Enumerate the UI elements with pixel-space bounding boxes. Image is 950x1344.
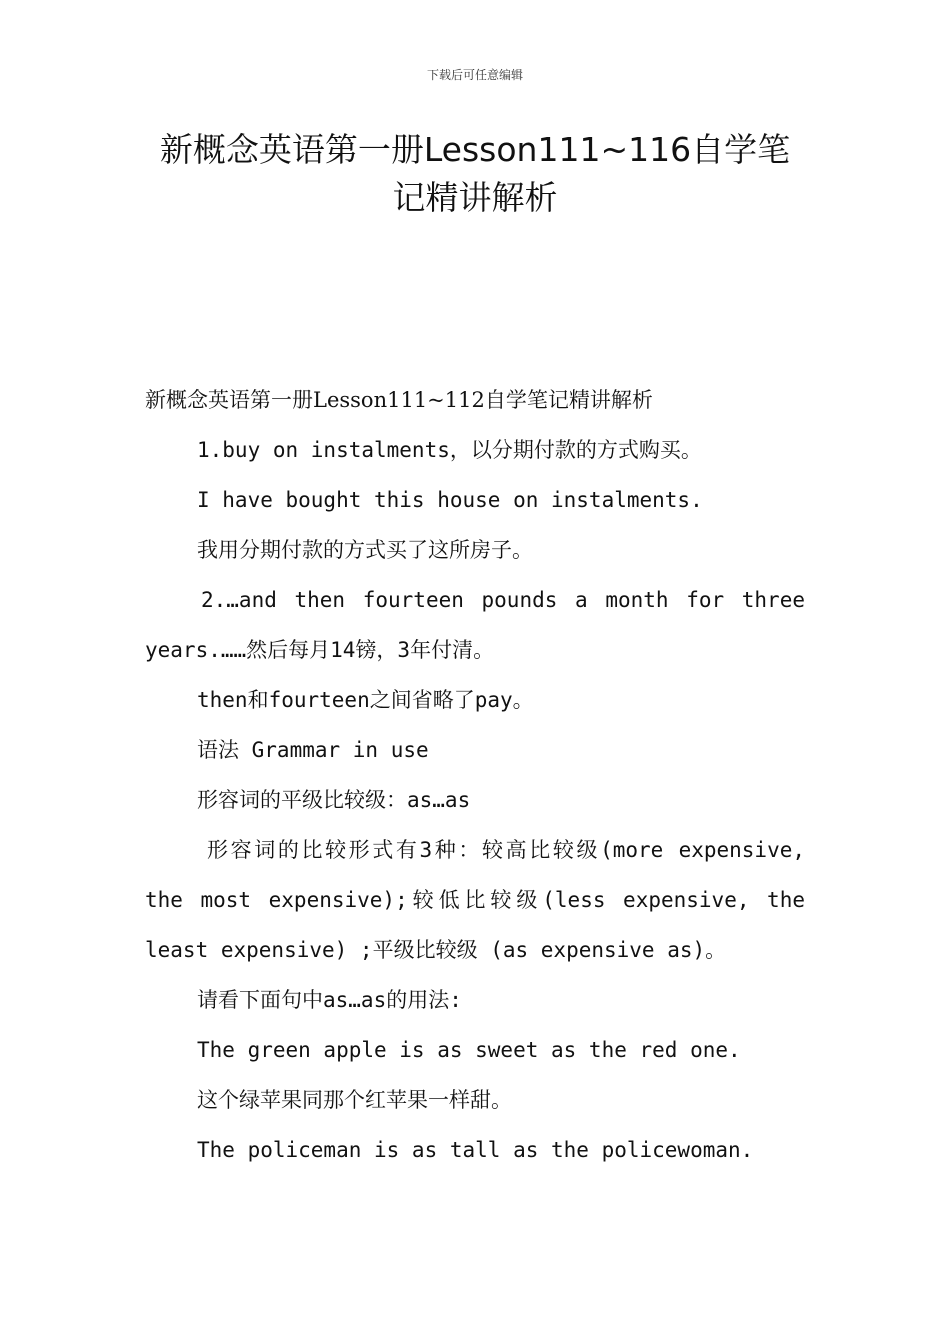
title-line-2: 记精讲解析 [392, 178, 558, 217]
section-heading: 新概念英语第一册Lesson111~112自学笔记精讲解析 [145, 388, 653, 412]
paragraph-4: 2.…and then fourteen pounds a month for three years.……然后每月14镑，3年付清。 [145, 588, 805, 662]
paragraph-9: 请看下面句中as…as的用法: [197, 988, 462, 1012]
header-note: 下载后可任意编辑 [426, 68, 523, 82]
paragraph-2: I have bought this house on instalments. [197, 488, 703, 512]
paragraph-7: 形容词的平级比较级：as…as [197, 788, 471, 812]
paragraph-12: The policeman is as tall as the policewoman. [197, 1138, 754, 1162]
paragraph-10: The green apple is as sweet as the red one. [197, 1038, 741, 1062]
paragraph-8: 形容词的比较形式有3种：较高比较级(more expensive, the most expensive);较低比较级(less expensive, the least expensive) ;平级比较级 (as expensive as)。 [145, 838, 805, 962]
paragraph-5: then和fourteen之间省略了pay。 [197, 688, 534, 712]
paragraph-11: 这个绿苹果同那个红苹果一样甜。 [197, 1088, 512, 1112]
paragraph-6: 语法 Grammar in use [197, 738, 429, 762]
document-body [145, 375, 805, 1175]
paragraph-1: 1.buy on instalments，以分期付款的方式购买。 [197, 438, 702, 462]
title-line-1: 新概念英语第一册Lesson111~116自学笔 [159, 130, 791, 169]
document-title [120, 126, 830, 222]
paragraph-3: 我用分期付款的方式买了这所房子。 [197, 538, 533, 562]
